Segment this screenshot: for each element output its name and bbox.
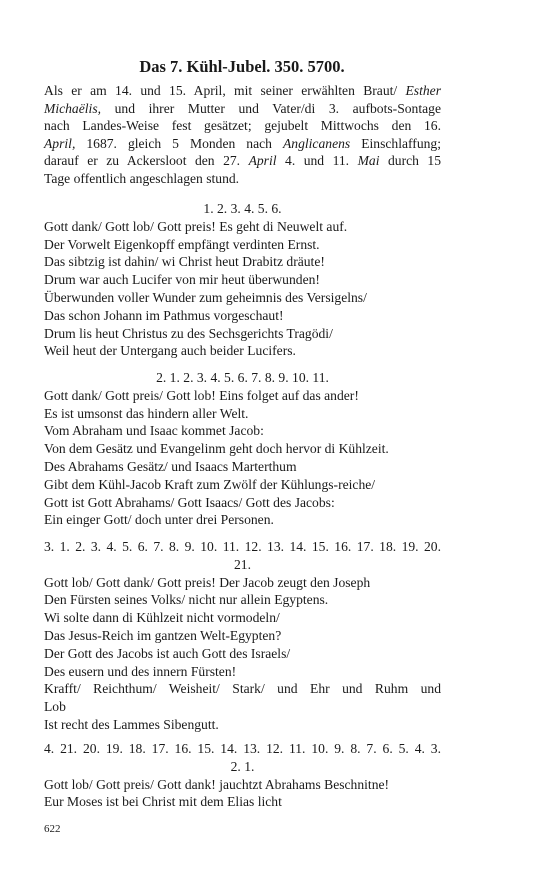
intro-month: April <box>248 153 277 169</box>
verse-line: Von dem Gesätz und Evangelinm geht doch hervor di Kühlzeit. <box>44 441 389 457</box>
verse-line: Gott ist Gott Abrahams/ Gott Isaacs/ Gott des Jacobs: <box>44 494 335 510</box>
stanza-heading: 2. 1. 2. 3. 4. 5. 6. 7. 8. 9. 10. 11. <box>156 370 329 385</box>
intro-line <box>44 82 441 100</box>
verse-line: Des eusern und des innern Fürsten! <box>44 663 237 679</box>
verse-line: Gott dank/ Gott lob/ Gott preis! Es geht di Neuwelt auf. <box>44 218 348 234</box>
intro-name: Esther <box>405 83 441 98</box>
verse-line: Überwunden voller Wunder zum geheimnis des Versigelns/ <box>44 289 367 305</box>
verse-line: Der Vorwelt Eigenkopff empfängt verdinten Ernst. <box>44 236 320 252</box>
intro-paragraph <box>44 82 441 188</box>
intro-text: und ihrer Mutter und Vater/di 3. aufbots-Sontage <box>101 100 441 116</box>
stanza-heading-cont: 2. 1. <box>230 758 255 774</box>
intro-line: nach Landes-Weise fest gesätzet; gejubelt Mittwochs den 16. <box>44 118 441 134</box>
verse-line: Den Fürsten seines Volks/ nicht nur allein Egyptens. <box>44 592 329 608</box>
verse-line: Krafft/ Reichthum/ Weisheit/ Stark/ und Ehr und Ruhm und <box>44 681 441 697</box>
verse-line: Lob <box>44 699 66 715</box>
stanza-3 <box>44 538 441 734</box>
verse-line: Drum lis heut Christus zu des Sechsgerichts Tragödi/ <box>44 325 333 341</box>
verse-line: Ein einger Gott/ doch unter drei Personen. <box>44 512 274 528</box>
intro-text: darauf er zu Ackersloot den 27. <box>44 153 249 169</box>
intro-text: 4. und 11. <box>276 153 358 169</box>
verse-line: Wi solte dann di Kühlzeit nicht vormodeln/ <box>44 610 280 626</box>
verse-line: Das schon Johann im Pathmus vorgeschaut! <box>44 307 284 323</box>
intro-text: Als er am 14. und 15. April, mit seiner erwählten Braut/ <box>44 83 406 98</box>
intro-line <box>44 100 441 118</box>
intro-name: Michaëlis, <box>44 100 102 116</box>
intro-month: Mai <box>357 153 380 169</box>
verse-line: Eur Moses ist bei Christ mit dem Elias licht <box>44 794 282 810</box>
stanza-4 <box>44 740 441 811</box>
intro-text: 1687. gleich 5 Monden nach <box>75 135 283 151</box>
stanza-heading: 4. 21. 20. 19. 18. 17. 16. 15. 14. 13. 12. 11. 10. 9. 8. 7. 6. 5. 4. 3. <box>44 741 441 756</box>
intro-line: Tage offentlich angeschlagen stund. <box>44 170 240 186</box>
verse-line: Gott lob/ Gott preis/ Gott dank! jauchtzt Abrahams Beschnitne! <box>44 776 390 792</box>
intro-month: April, <box>44 135 76 151</box>
stanza-1 <box>44 200 441 360</box>
page-number: 622 <box>44 823 61 835</box>
verse-line: Das Jesus-Reich im gantzen Welt-Egypten? <box>44 627 282 643</box>
verse-line: Drum war auch Lucifer von mir heut überwunden! <box>44 272 320 288</box>
page-title: Das 7. Kühl-Jubel. 350. 5700. <box>139 57 345 76</box>
intro-line <box>44 152 441 170</box>
verse-line: Gott dank/ Gott preis/ Gott lob! Eins folget auf das ander! <box>44 387 359 403</box>
intro-text: durch 15 <box>379 153 442 169</box>
verse-line: Es ist umsonst das hindern aller Welt. <box>44 405 249 421</box>
verse-line: Der Gott des Jacobs ist auch Gott des Israels/ <box>44 645 291 661</box>
verse-line: Das sibtzig ist dahin/ wi Christ heut Drabitz dräute! <box>44 254 325 270</box>
intro-name: Anglicanens <box>282 135 351 151</box>
stanza-heading-cont: 21. <box>234 556 251 572</box>
stanza-heading: 1. 2. 3. 4. 5. 6. <box>203 201 282 216</box>
intro-text: Einschlaffung; <box>350 135 441 151</box>
verse-line: Gott lob/ Gott dank/ Gott preis! Der Jacob zeugt den Joseph <box>44 574 371 590</box>
verse-line: Vom Abraham und Isaac kommet Jacob: <box>44 423 264 439</box>
intro-line <box>44 135 441 153</box>
verse-line: Ist recht des Lammes Sibengutt. <box>44 716 219 732</box>
verse-line: Des Abrahams Gesätz/ und Isaacs Marterthum <box>44 458 297 474</box>
verse-line: Gibt dem Kühl-Jacob Kraft zum Zwölf der Kühlungs-reiche/ <box>44 476 376 492</box>
verse-line: Weil heut der Untergang auch beider Lucifers. <box>44 343 296 359</box>
stanza-2 <box>44 369 441 529</box>
stanza-heading: 3. 1. 2. 3. 4. 5. 6. 7. 8. 9. 10. 11. 12. 13. 14. 15. 16. 17. 18. 19. 20. <box>44 539 441 554</box>
